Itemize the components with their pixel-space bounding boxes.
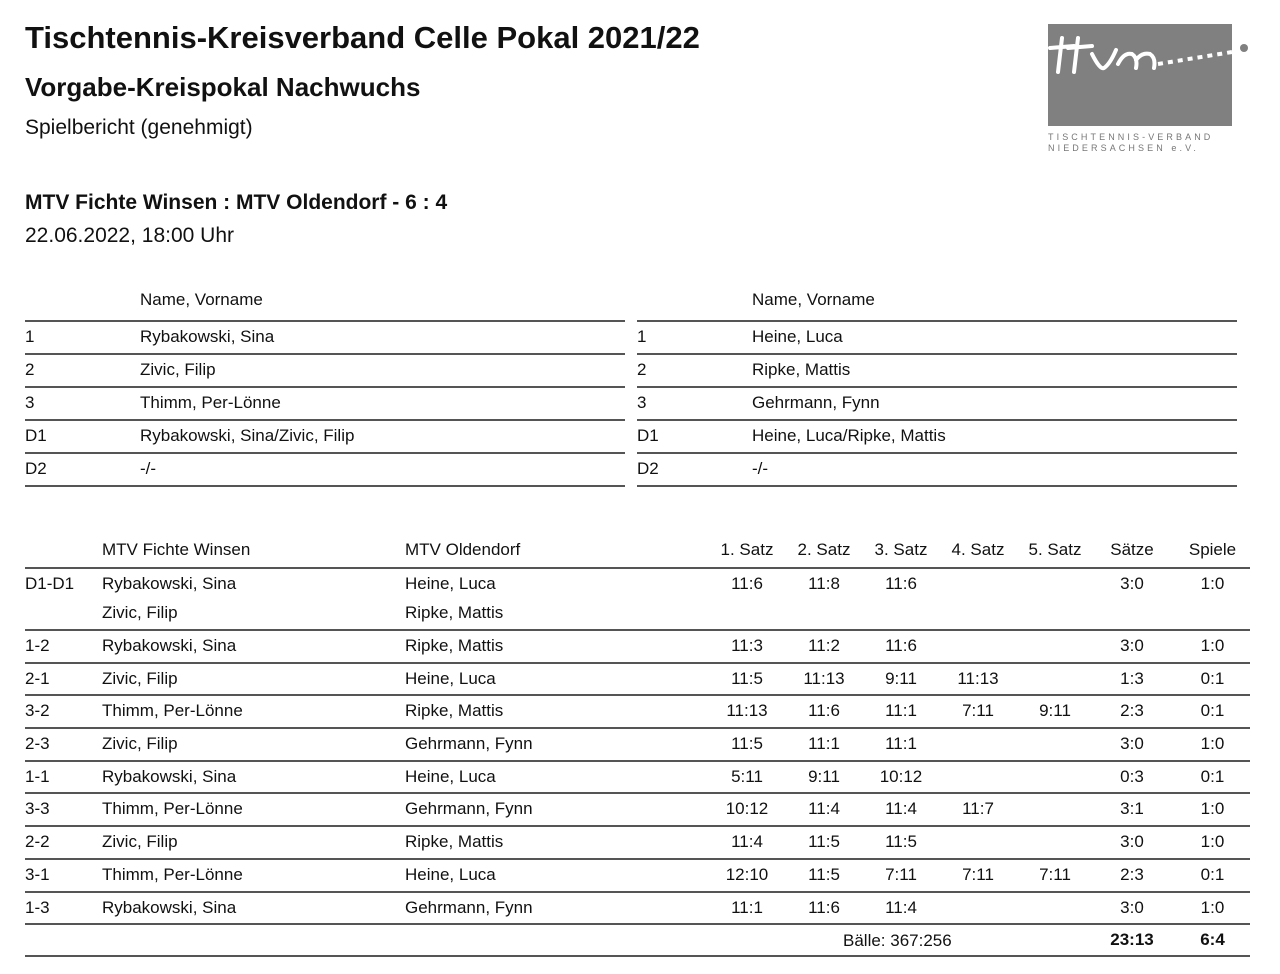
set-2: 11:5 (808, 832, 840, 852)
away-player: Ripke, Mattis (405, 603, 504, 622)
spiele: 0:1 (1200, 766, 1225, 786)
lineup-name: Zivic, Filip (140, 360, 216, 379)
lineup-pos: 2 (637, 360, 647, 379)
game-id: 3-3 (25, 799, 50, 819)
lineup-pos: 2 (25, 360, 35, 379)
lineup-header (637, 288, 1237, 322)
spiele: 1:0 (1200, 636, 1225, 655)
game-id: D1-D1 (25, 574, 75, 593)
set-1: 11:1 (731, 897, 763, 917)
set-3: 11:1 (885, 701, 917, 721)
lineup-away (637, 288, 1237, 487)
lineup-row (637, 454, 1237, 487)
saetze: 2:3 (1120, 864, 1144, 884)
lineup-pos: D2 (637, 459, 659, 478)
table-row (25, 794, 1250, 827)
home-player: Zivic, Filip (102, 603, 178, 622)
lineup-row (25, 454, 625, 487)
home-player: Thimm, Per-Lönne (102, 864, 243, 884)
table-row (25, 860, 1250, 893)
table-row (25, 598, 1250, 631)
home-player: Thimm, Per-Lönne (102, 701, 243, 721)
set-1: 11:3 (731, 636, 763, 655)
home-player: Rybakowski, Sina (102, 897, 237, 917)
lineup-pos: 3 (637, 393, 647, 412)
set-4: 11:7 (962, 799, 994, 819)
set-3: 11:5 (885, 832, 917, 852)
set-2: 11:8 (808, 574, 840, 593)
spiele: 1:0 (1200, 799, 1225, 819)
saetze: 3:0 (1120, 574, 1144, 593)
lineup-pos: D1 (637, 426, 659, 445)
set-4: 7:11 (962, 864, 994, 884)
set-1: 5:11 (731, 766, 763, 786)
away-player: Heine, Luca (405, 864, 496, 884)
game-id: 2-1 (25, 668, 50, 688)
table-row (25, 569, 1250, 598)
lineup-header-label: Name, Vorname (140, 290, 263, 309)
away-player: Gehrmann, Fynn (405, 799, 533, 819)
set-3: 11:4 (885, 799, 917, 819)
spiele: 0:1 (1200, 668, 1225, 688)
saetze: 3:1 (1120, 799, 1144, 819)
game-id: 2-3 (25, 734, 50, 754)
table-row (25, 729, 1250, 762)
logo-text (1048, 132, 1213, 154)
set-2: 11:2 (808, 636, 840, 655)
lineup-pos: 1 (637, 327, 647, 346)
lineup-name: Thimm, Per-Lönne (140, 393, 281, 412)
spiele: 1:0 (1200, 832, 1225, 852)
logo-mark-icon (1048, 24, 1258, 126)
lineup-name: Heine, Luca/Ripke, Mattis (752, 426, 946, 445)
header-set-1: 1. Satz (720, 540, 774, 559)
saetze: 2:3 (1120, 701, 1144, 721)
header-set-4: 4. Satz (951, 540, 1005, 559)
game-id: 2-2 (25, 832, 50, 852)
total-balls: Bälle: 367:256 (843, 931, 952, 951)
set-1: 11:5 (731, 734, 763, 754)
saetze: 0:3 (1120, 766, 1144, 786)
set-1: 11:5 (731, 668, 763, 688)
set-5: 7:11 (1039, 864, 1071, 884)
away-player: Gehrmann, Fynn (405, 897, 533, 917)
set-3: 11:1 (885, 734, 917, 754)
lineup-name: Rybakowski, Sina/Zivic, Filip (140, 426, 355, 445)
table-row (25, 664, 1250, 697)
header-set-3: 3. Satz (874, 540, 928, 559)
set-1: 12:10 (725, 864, 769, 884)
totals-row (25, 925, 1250, 957)
match-date: 22.06.2022, 18:00 Uhr (25, 224, 234, 247)
spiele: 0:1 (1200, 701, 1225, 721)
spiele: 1:0 (1200, 734, 1225, 754)
away-player: Ripke, Mattis (405, 636, 504, 655)
game-id: 1-2 (25, 636, 50, 655)
lineup-row (637, 322, 1237, 355)
home-player: Thimm, Per-Lönne (102, 799, 243, 819)
set-3: 11:6 (885, 574, 917, 593)
table-row (25, 827, 1250, 860)
header-away-team: MTV Oldendorf (405, 540, 521, 559)
set-5: 9:11 (1039, 701, 1071, 721)
set-2: 11:4 (808, 799, 840, 819)
lineup-row (637, 355, 1237, 388)
set-1: 10:12 (725, 799, 769, 819)
set-2: 11:13 (803, 668, 845, 688)
set-3: 9:11 (885, 668, 917, 688)
set-3: 11:6 (885, 636, 917, 655)
total-spiele: 6:4 (1200, 930, 1225, 950)
home-player: Rybakowski, Sina (102, 574, 237, 593)
header-set-2: 2. Satz (797, 540, 851, 559)
lineup-pos: D2 (25, 459, 47, 478)
saetze: 3:0 (1120, 897, 1144, 917)
lineup-name: Rybakowski, Sina (140, 327, 275, 346)
away-player: Ripke, Mattis (405, 701, 504, 721)
set-3: 7:11 (885, 864, 917, 884)
lineup-header-label: Name, Vorname (752, 290, 875, 309)
game-rows (25, 631, 1250, 925)
lineup-name: Gehrmann, Fynn (752, 393, 880, 412)
spiele: 1:0 (1200, 574, 1225, 593)
away-player: Heine, Luca (405, 668, 496, 688)
away-player: Heine, Luca (405, 766, 496, 786)
lineup-header (25, 288, 625, 322)
lineup-row (25, 322, 625, 355)
lineup-row (637, 388, 1237, 421)
home-player: Rybakowski, Sina (102, 636, 237, 655)
set-4: 11:13 (957, 668, 999, 688)
set-3: 11:4 (885, 897, 917, 917)
game-id: 3-1 (25, 864, 50, 884)
header-saetze: Sätze (1110, 540, 1154, 559)
saetze: 3:0 (1120, 734, 1144, 754)
home-player: Zivic, Filip (102, 734, 178, 754)
header-spiele: Spiele (1188, 540, 1237, 559)
total-saetze: 23:13 (1110, 930, 1154, 950)
lineup-pos: 1 (25, 327, 35, 346)
game-id: 1-1 (25, 766, 50, 786)
lineup-name: -/- (140, 459, 157, 478)
table-row (25, 762, 1250, 795)
lineup-name: -/- (752, 459, 769, 478)
set-2: 11:5 (808, 864, 840, 884)
away-player: Heine, Luca (405, 574, 496, 593)
saetze: 3:0 (1120, 636, 1144, 655)
lineup-row (25, 421, 625, 454)
home-player: Zivic, Filip (102, 668, 178, 688)
spiele: 0:1 (1200, 864, 1225, 884)
ttvn-logo (1048, 24, 1258, 164)
lineup-pos: D1 (25, 426, 47, 445)
set-2: 11:1 (808, 734, 840, 754)
report-status: Spielbericht (genehmigt) (25, 116, 253, 139)
set-2: 9:11 (808, 766, 840, 786)
away-player: Ripke, Mattis (405, 832, 504, 852)
lineup-name: Heine, Luca (752, 327, 843, 346)
home-player: Zivic, Filip (102, 832, 178, 852)
set-2: 11:6 (808, 897, 840, 917)
set-1: 11:6 (731, 574, 763, 593)
header-set-5: 5. Satz (1028, 540, 1082, 559)
game-id: 1-3 (25, 897, 50, 917)
lineup-pos: 3 (25, 393, 35, 412)
lineup-home (25, 288, 625, 487)
set-1: 11:13 (726, 701, 768, 721)
table-row (25, 631, 1250, 664)
set-3: 10:12 (879, 766, 923, 786)
competition-name: Vorgabe-Kreispokal Nachwuchs (25, 72, 421, 102)
report-title: Tischtennis-Kreisverband Celle Pokal 2021/22 (25, 20, 700, 55)
game-id: 3-2 (25, 701, 50, 721)
games-header (25, 538, 1250, 569)
lineup-row (637, 421, 1237, 454)
games-table (25, 538, 1250, 957)
logo-text-line1: TISCHTENNIS-VERBAND (1048, 132, 1214, 142)
lineup-row (25, 355, 625, 388)
saetze: 3:0 (1120, 832, 1144, 852)
match-title: MTV Fichte Winsen : MTV Oldendorf - 6 : 4 (25, 191, 448, 214)
home-player: Rybakowski, Sina (102, 766, 237, 786)
away-player: Gehrmann, Fynn (405, 734, 533, 754)
table-row (25, 696, 1250, 729)
set-2: 11:6 (808, 701, 840, 721)
lineup-row (25, 388, 625, 421)
set-4: 7:11 (962, 701, 994, 721)
lineup-name: Ripke, Mattis (752, 360, 851, 379)
set-1: 11:4 (731, 832, 763, 852)
spiele: 1:0 (1200, 897, 1225, 917)
saetze: 1:3 (1120, 668, 1144, 688)
table-row (25, 893, 1250, 926)
header-home-team: MTV Fichte Winsen (102, 540, 251, 559)
logo-text-line2: NIEDERSACHSEN e.V. (1048, 143, 1199, 153)
